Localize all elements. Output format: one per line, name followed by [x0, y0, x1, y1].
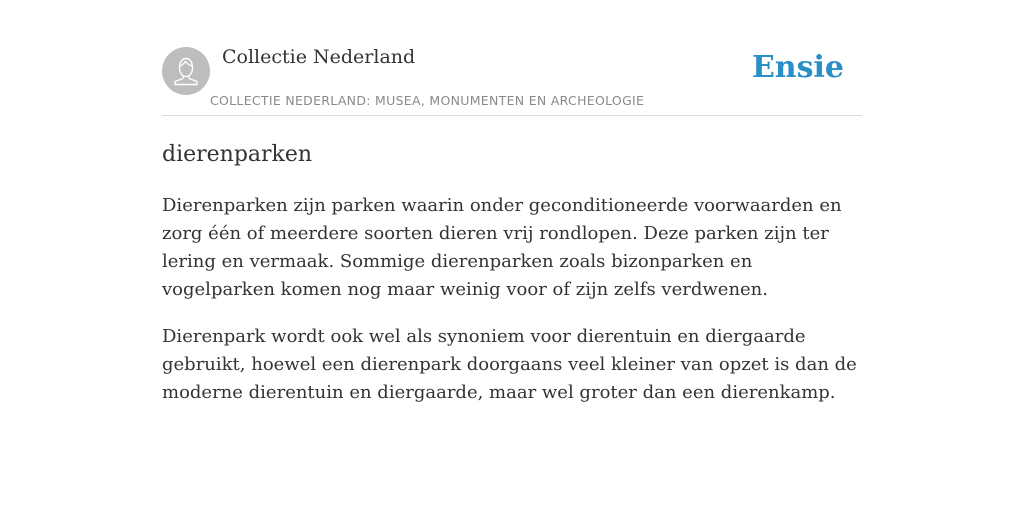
entry-card	[162, 45, 862, 407]
definition-paragraph: Dierenpark wordt ook wel als synoniem voor dierentuin en diergaarde gebruikt, hoewel een dierenpark doorgaans veel kleiner van opzet is dan de moderne dierentuin en diergaarde, maar wel groter dan een dierenkamp.	[162, 326, 857, 403]
collection-title[interactable]: COLLECTIE NEDERLAND: MUSEA, MONUMENTEN EN ARCHEOLOGIE	[210, 93, 645, 108]
author-name[interactable]: Collectie Nederland	[222, 46, 416, 68]
entry-header	[162, 45, 862, 116]
user-silhouette-icon	[162, 47, 210, 95]
brand-logo[interactable]: Ensie	[751, 50, 844, 85]
entry-definition	[162, 192, 862, 407]
definition-paragraph: Dierenparken zijn parken waarin onder geconditioneerde voorwaarden en zorg één of meerdere soorten dieren vrij rondlopen. Deze parken zijn ter lering en vermaak. Sommige dierenparken zoals bizonparken en vogelparken komen nog maar weinig voor of zijn zelfs verdwenen.	[162, 195, 842, 300]
entry-term: dierenparken	[162, 142, 313, 167]
avatar[interactable]	[162, 47, 210, 95]
